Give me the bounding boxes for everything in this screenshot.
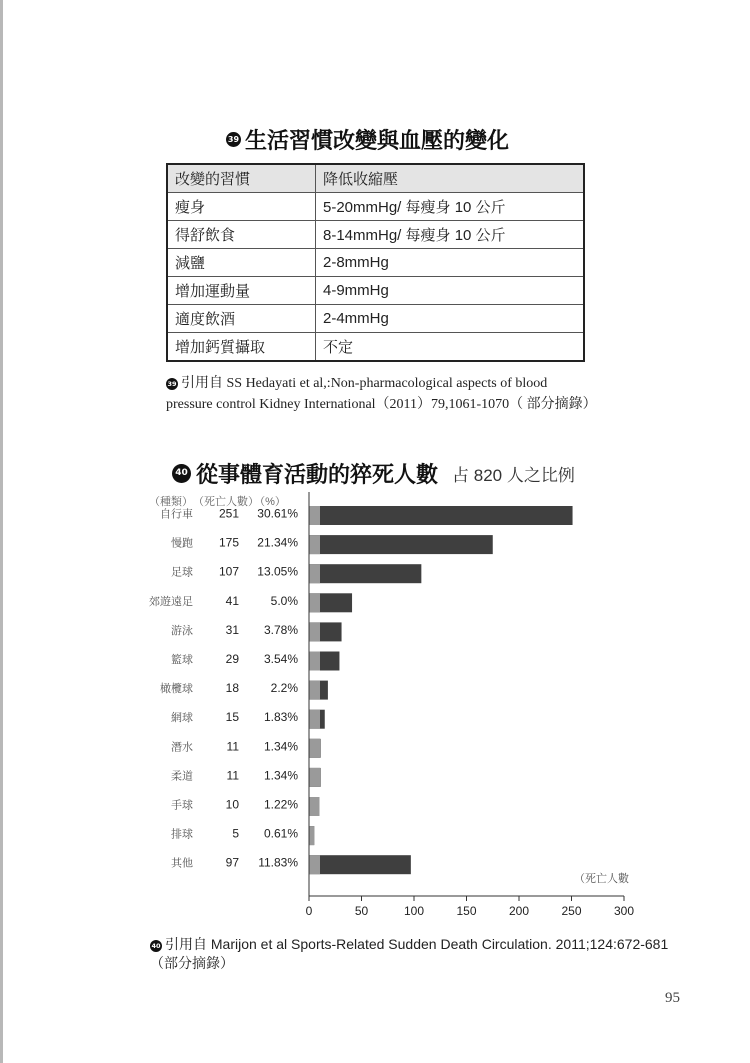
bar-highlight xyxy=(309,826,314,845)
section2-title xyxy=(172,458,575,489)
table-cell-habit: 得舒飲食 xyxy=(167,221,316,249)
death-count-label: 251 xyxy=(218,506,239,521)
bar-highlight xyxy=(309,797,320,816)
bar xyxy=(309,797,320,816)
bar xyxy=(309,652,339,671)
bar-highlight xyxy=(309,768,320,787)
percent-label: 30.61% xyxy=(257,506,298,521)
table-citation xyxy=(166,373,597,415)
column-header: （死亡人數） xyxy=(193,496,259,508)
table-cell-habit: 增加運動量 xyxy=(167,277,316,305)
percent-label: 3.78% xyxy=(263,622,298,637)
death-count-label: 107 xyxy=(218,564,239,579)
table-cell-reduction: 2-4mmHg xyxy=(316,305,585,333)
category-label: 手球 xyxy=(171,799,193,812)
percent-label: 13.05% xyxy=(257,564,298,579)
x-tick-label: 150 xyxy=(456,904,477,918)
bar xyxy=(309,622,342,641)
category-label: 排球 xyxy=(171,828,193,841)
category-label: 自行車 xyxy=(160,508,193,521)
percent-label: 0.61% xyxy=(263,826,298,841)
category-label: 游泳 xyxy=(171,624,193,637)
table-cell-reduction: 不定 xyxy=(316,333,585,362)
column-header: （%） xyxy=(254,496,286,508)
table-cell-habit: 增加鈣質攝取 xyxy=(167,333,316,362)
death-count-label: 10 xyxy=(225,797,239,812)
bar xyxy=(309,768,321,787)
table-row xyxy=(167,305,584,333)
x-tick-label: 300 xyxy=(613,904,635,918)
bar-highlight xyxy=(309,739,320,758)
death-count-label: 11 xyxy=(226,768,239,783)
table-header-row xyxy=(167,164,584,193)
bar xyxy=(309,739,321,758)
citation-number-badge: 40 xyxy=(151,942,161,950)
bar-highlight xyxy=(309,593,320,612)
bar-highlight xyxy=(309,855,320,874)
bar xyxy=(309,535,493,554)
death-count-label: 15 xyxy=(225,710,239,725)
bar xyxy=(309,826,314,845)
bar xyxy=(309,855,411,874)
bar-highlight xyxy=(309,710,320,729)
death-count-label: 29 xyxy=(225,652,239,666)
category-label: 籃球 xyxy=(171,654,193,666)
bar-highlight xyxy=(309,622,320,641)
figure-number-badge: 39 xyxy=(226,132,241,147)
chart-citation-text: 引用自 Marijon et al Sports-Related Sudden Death Circulation. 2011;124:672-681（部分摘錄） xyxy=(150,936,669,971)
death-count-label: 31 xyxy=(225,622,239,637)
category-label: 慢跑 xyxy=(171,537,193,550)
death-count-label: 11 xyxy=(226,739,239,754)
bar-highlight xyxy=(309,535,320,554)
table-cell-habit: 瘦身 xyxy=(167,193,316,221)
table-cell-reduction: 8-14mmHg/ 每瘦身 10 公斤 xyxy=(316,221,585,249)
bar-highlight xyxy=(309,681,320,700)
percent-label: 2.2% xyxy=(270,681,298,696)
percent-label: 1.34% xyxy=(263,768,298,783)
x-tick-label: 50 xyxy=(354,904,369,918)
bar xyxy=(309,710,325,729)
category-label: 足球 xyxy=(171,566,193,579)
x-tick-label: 0 xyxy=(305,904,313,918)
category-label: 其他 xyxy=(171,857,193,870)
section1-title xyxy=(226,124,509,155)
x-tick-label: 250 xyxy=(561,904,582,918)
percent-label: 11.83% xyxy=(258,855,298,870)
table-row xyxy=(167,249,584,277)
bar xyxy=(309,506,573,525)
section2-subtitle: 占 820 人之比例 xyxy=(452,466,575,485)
category-label: 柔道 xyxy=(171,770,193,783)
table-header-reduction: 降低收縮壓 xyxy=(316,164,585,193)
death-count-label: 97 xyxy=(225,855,239,870)
table-header-habit: 改變的習慣 xyxy=(167,164,316,193)
death-count-label: 18 xyxy=(225,681,239,696)
x-tick-label: 100 xyxy=(403,904,425,918)
bar xyxy=(309,564,421,583)
table-cell-reduction: 2-8mmHg xyxy=(316,249,585,277)
section2-title-text: 從事體育活動的猝死人數 xyxy=(196,462,439,487)
percent-label: 3.54% xyxy=(263,652,298,666)
figure-number-badge: 40 xyxy=(172,464,191,483)
table-row xyxy=(167,333,584,362)
table-row xyxy=(167,193,584,221)
bar xyxy=(309,681,328,700)
category-label: 網球 xyxy=(171,712,193,725)
x-tick-label: 200 xyxy=(508,904,530,918)
table-cell-reduction: 4-9mmHg xyxy=(316,277,585,305)
percent-label: 1.22% xyxy=(263,797,298,812)
citation-number-badge: 39 xyxy=(167,380,177,388)
chart-citation xyxy=(150,935,670,973)
table-row xyxy=(167,221,584,249)
category-label: 潛水 xyxy=(171,741,193,754)
bar-highlight xyxy=(309,652,320,671)
section1-title-text: 生活習慣改變與血壓的變化 xyxy=(245,128,510,153)
page-number: 95 xyxy=(665,990,680,1006)
x-axis-label: （死亡人數 xyxy=(574,873,629,885)
table-cell-habit: 減鹽 xyxy=(167,249,316,277)
table-citation-text: 引用自 SS Hedayati et al,:Non-pharmacological aspects of blood pressure control Kidney International（2011）79,1061-1070（ 部分摘錄） xyxy=(166,376,597,412)
percent-label: 1.83% xyxy=(263,710,298,725)
bar-highlight xyxy=(309,564,320,583)
category-label: 橄欖球 xyxy=(160,683,193,696)
death-count-label: 175 xyxy=(218,535,239,550)
column-header: （種類） xyxy=(149,496,193,508)
page-edge xyxy=(0,0,3,1063)
table-row xyxy=(167,277,584,305)
percent-label: 5.0% xyxy=(270,593,298,608)
percent-label: 21.34% xyxy=(257,535,298,550)
table-cell-reduction: 5-20mmHg/ 每瘦身 10 公斤 xyxy=(316,193,585,221)
table-cell-habit: 適度飲酒 xyxy=(167,305,316,333)
category-label: 郊遊遠足 xyxy=(149,595,193,608)
bar-highlight xyxy=(309,506,320,525)
percent-label: 1.34% xyxy=(263,739,298,754)
death-count-label: 41 xyxy=(225,593,239,608)
bar xyxy=(309,593,352,612)
death-count-label: 5 xyxy=(232,826,239,841)
habits-table xyxy=(166,163,585,362)
